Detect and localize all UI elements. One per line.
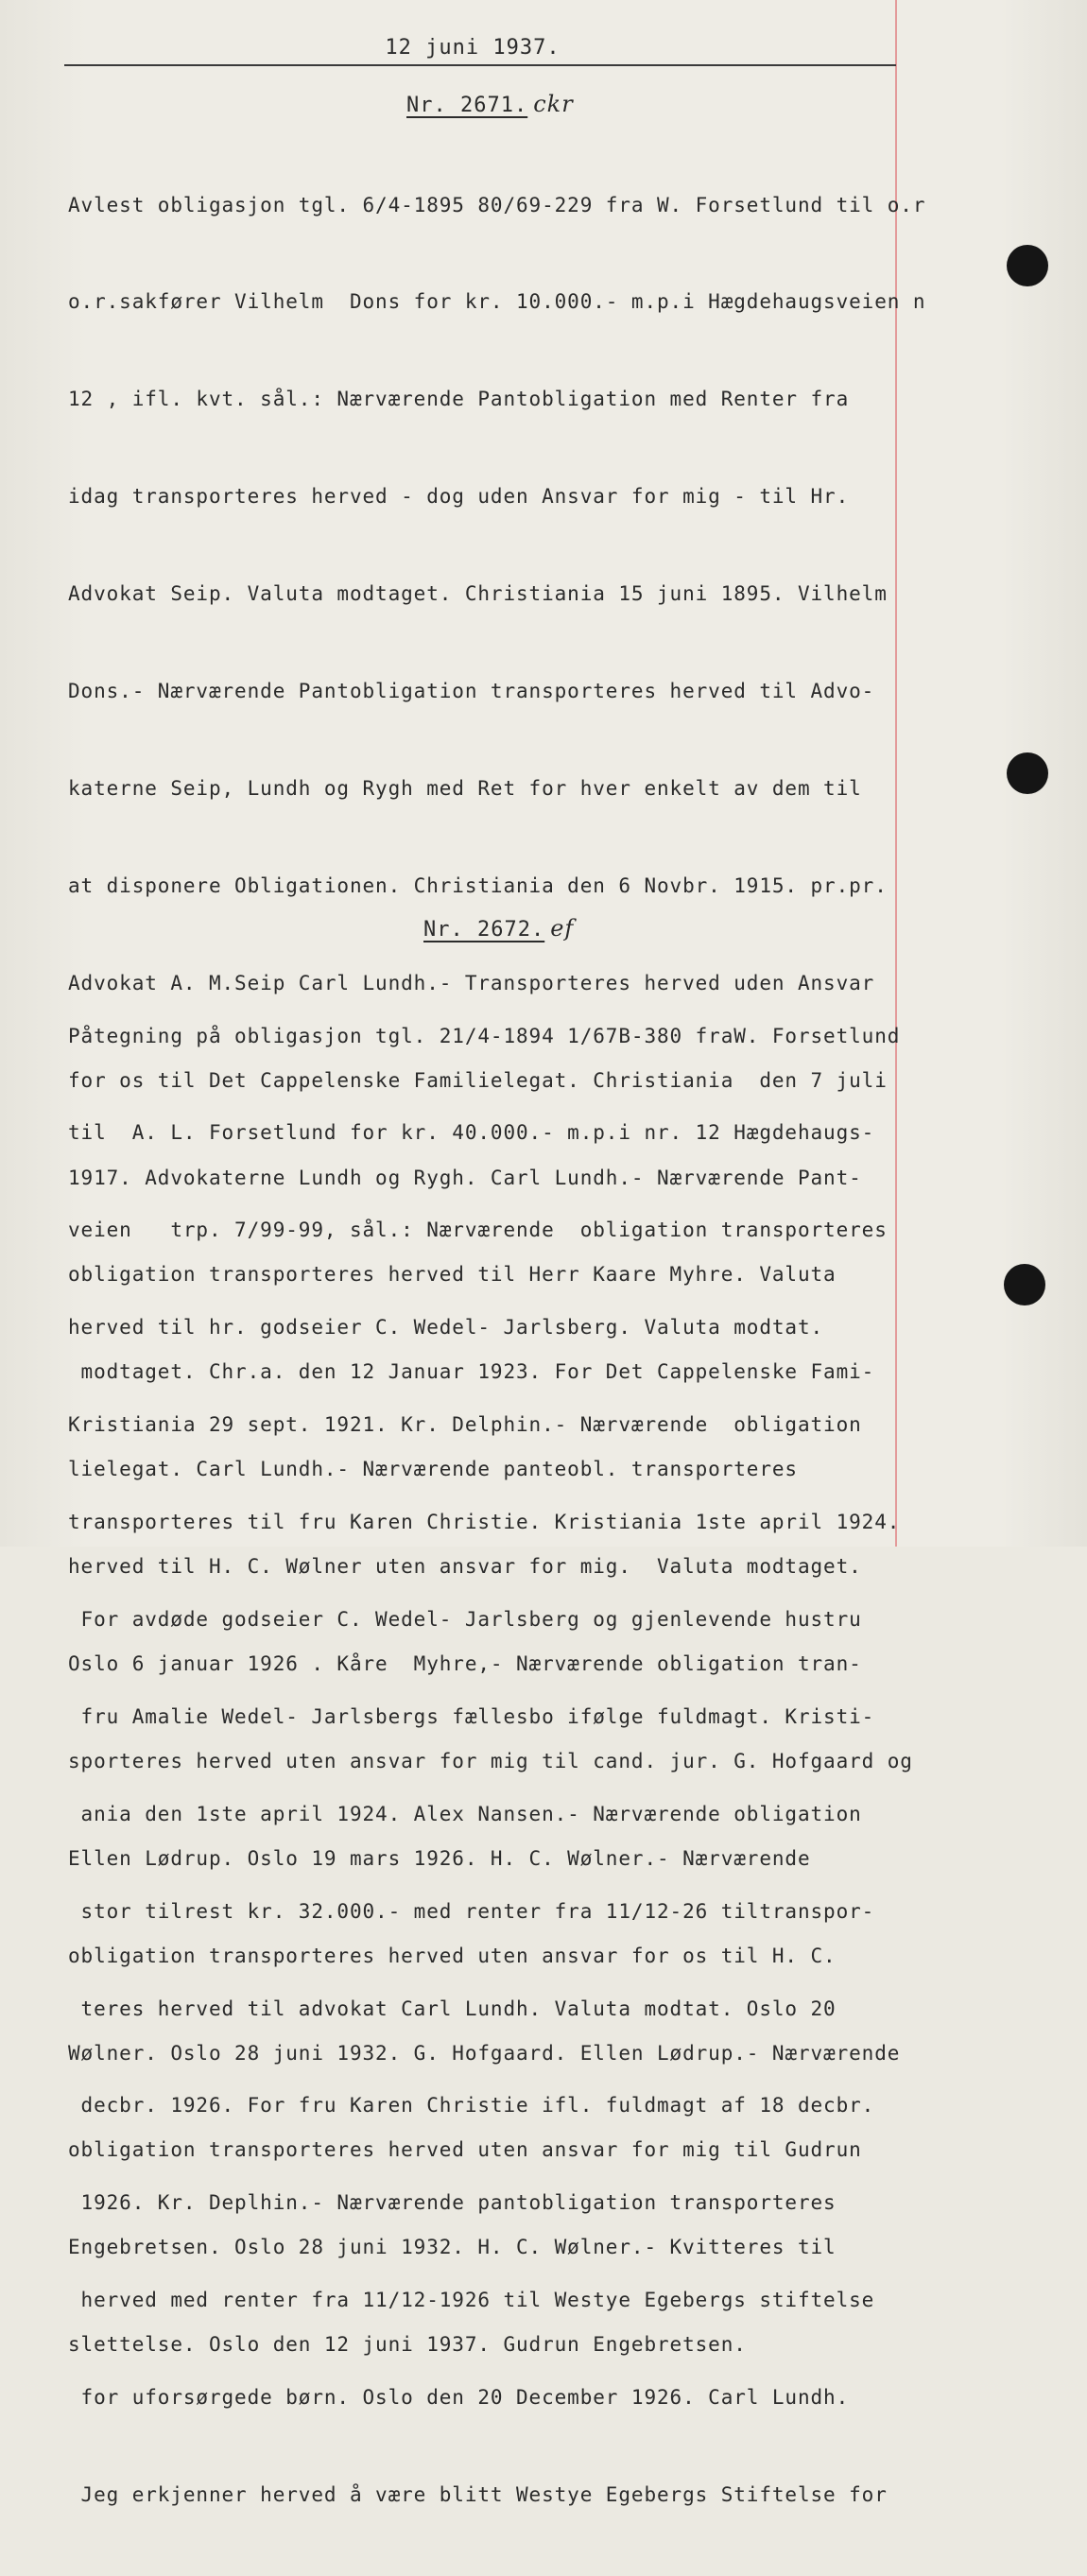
text-line: Ellen Lødrup. Oslo 19 mars 1926. H. C. Wølner.- Nærværende [68,1846,811,1870]
text-line: at disponere Obligationen. Christiania den 6 Novbr. 1915. pr.pr. [68,873,888,897]
text-line: lielegat. Carl Lundh.- Nærværende panteobl. transporteres [68,1458,798,1481]
text-line: Avlest obligasjon tgl. 6/4-1895 80/69-229 fra W. Forsetlund til o.r [68,193,926,216]
text-line: Advokat A. M.Seip Carl Lundh.- Transporteres herved uden Ansvar [68,971,875,994]
text-line: ania den 1ste april 1924. Alex Nansen.- Nærværende obligation [68,1802,862,1825]
text-line: Oslo 6 januar 1926 . Kåre Myhre,- Nærværende obligation tran- [68,1651,862,1675]
text-line: herved til H. C. Wølner uten ansvar for mig. Valuta modtaget. [68,1555,862,1579]
text-line: teres herved til advokat Carl Lundh. Valuta modtat. Oslo 20 [68,1997,837,2020]
text-line: 1926. Kr. Deplhin.- Nærværende pantobligation transporteres [68,2191,837,2215]
text-line: veien trp. 7/99-99, sål.: Nærværende obligation transporteres [68,1219,888,1242]
text-line: Dons.- Nærværende Pantobligation transporteres herved til Advo- [68,680,875,703]
text-line: For avdøde godseier C. Wedel- Jarlsberg og gjenlevende hustru [68,1607,862,1631]
text-line: Kristiania 29 sept. 1921. Kr. Delphin.- Nærværende obligation [68,1413,862,1437]
text-line: Jeg erkjenner herved å være blitt Westye Egebergs Stiftelse for [68,2482,888,2506]
entry-number: Nr. 2671. [406,94,528,117]
binder-hole [1007,245,1048,286]
text-line: Påtegning på obligasjon tgl. 21/4-1894 1/67B-380 fraW. Forsetlund [68,1024,901,1047]
text-line: obligation transporteres herved uten ansvar for mig til Gudrun [68,2138,862,2162]
text-line: slettelse. Oslo den 12 juni 1937. Gudrun Engebretsen. [68,2333,747,2357]
entry-text-2672 [68,955,957,2576]
entry-number: Nr. 2672. [423,918,545,942]
text-line: sporteres herved uten ansvar for mig til cand. jur. G. Hofgaard og [68,1749,913,1772]
binder-hole [1007,752,1048,794]
text-line: decbr. 1926. For fru Karen Christie ifl. fuldmagt af 18 decbr. [68,2094,875,2118]
text-line: o.r.sakfører Vilhelm Dons for kr. 10.000.- m.p.i Hægdehaugsveien n [68,290,926,314]
text-line: katerne Seip, Lundh og Rygh med Ret for hver enkelt av dem til [68,776,862,800]
text-line: for uforsørgede børn. Oslo den 20 December 1926. Carl Lundh. [68,2386,850,2410]
text-line: fru Amalie Wedel- Jarlsbergs fællesbo ifølge fuldmagt. Kristi- [68,1704,875,1728]
text-line: obligation transporteres herved uten ansvar for os til H. C. [68,1944,837,1967]
text-line: 1917. Advokaterne Lundh og Rygh. Carl Lundh.- Nærværende Pant- [68,1166,862,1189]
entry-title-2671 [406,91,574,117]
text-line: obligation transporteres herved til Herr Kaare Myhre. Valuta [68,1263,837,1287]
handwritten-mark: ckr [533,91,574,117]
text-line: Engebretsen. Oslo 28 juni 1932. H. C. Wølner.- Kvitteres til [68,2236,837,2259]
text-line: til A. L. Forsetlund for kr. 40.000.- m.p.i nr. 12 Hægdehaugs- [68,1121,875,1145]
text-line: idag transporteres herved - dog uden Ansvar for mig - til Hr. [68,485,850,509]
text-line: herved med renter fra 11/12-1926 til Westye Egebergs stiftelse [68,2289,875,2312]
text-line: transporteres til fru Karen Christie. Kristiania 1ste april 1924. [68,1511,901,1534]
header-rule [64,64,896,66]
handwritten-mark: ef [550,915,575,942]
binder-hole [1004,1264,1045,1305]
text-line: modtaget. Chr.a. den 12 Januar 1923. For Det Cappelenske Fami- [68,1360,875,1384]
page-date: 12 juni 1937. [385,36,561,60]
entry-title-2672 [423,915,574,942]
text-line: for os til Det Cappelenske Familielegat. Christiania den 7 juli [68,1068,888,1092]
text-line: 12 , ifl. kvt. sål.: Nærværende Pantobligation med Renter fra [68,388,850,411]
text-line: stor tilrest kr. 32.000.- med renter fra 11/12-26 tiltranspor- [68,1899,875,1923]
text-line: Wølner. Oslo 28 juni 1932. G. Hofgaard. Ellen Lødrup.- Nærværende [68,2041,901,2065]
text-line: Advokat Seip. Valuta modtaget. Christiania 15 juni 1895. Vilhelm [68,582,888,606]
text-line: herved til hr. godseier C. Wedel- Jarlsberg. Valuta modtat. [68,1316,824,1340]
